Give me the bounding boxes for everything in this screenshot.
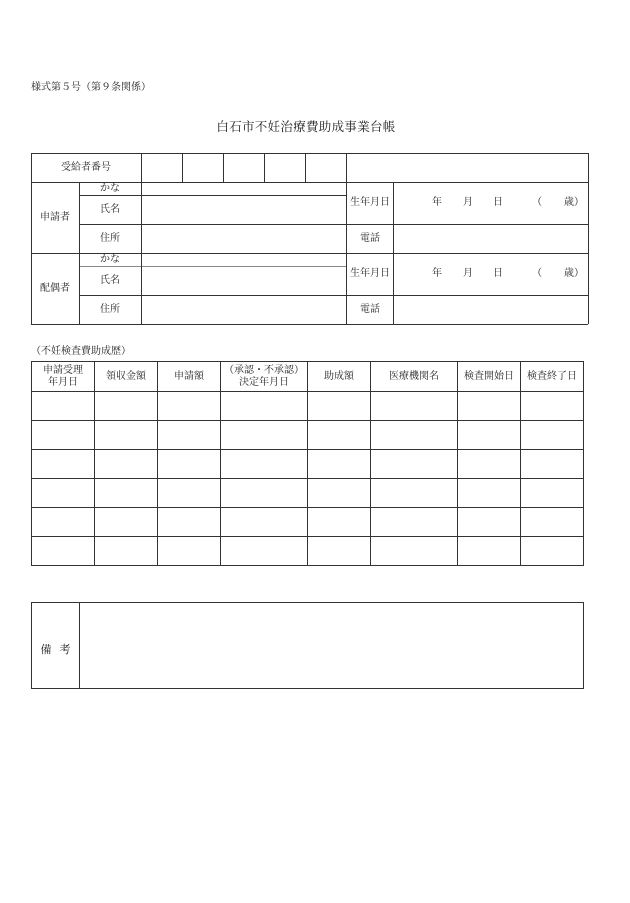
history-header-cell: （承認・不承認） 決定年月日 <box>221 362 308 392</box>
table-cell[interactable] <box>32 508 95 537</box>
applicant-day-unit: 日 <box>493 197 503 208</box>
applicant-month-unit: 月 <box>463 197 473 208</box>
applicant-birthdate-label: 生年月日 <box>350 197 390 208</box>
table-cell[interactable] <box>308 537 371 566</box>
applicant-age-open: （ <box>532 197 542 208</box>
recipient-digit-box[interactable] <box>265 154 305 182</box>
spouse-name-label: 氏名 <box>100 275 120 286</box>
spouse-age-unit: 歳） <box>564 268 584 279</box>
table-cell[interactable] <box>371 537 458 566</box>
table-cell[interactable] <box>458 479 521 508</box>
table-cell[interactable] <box>95 537 158 566</box>
spouse-month-unit: 月 <box>463 268 473 279</box>
table-cell[interactable] <box>521 421 584 450</box>
history-header-cell: 申請受理 年月日 <box>32 362 95 392</box>
table-cell[interactable] <box>521 508 584 537</box>
table-cell[interactable] <box>95 479 158 508</box>
remarks-box <box>31 602 584 689</box>
history-header-cell: 領収金額 <box>95 362 158 392</box>
history-caption: （不妊検査費助成歴） <box>31 346 131 357</box>
spouse-kana-label: かな <box>100 254 120 265</box>
table-cell[interactable] <box>458 450 521 479</box>
form-number: 様式第５号（第９条関係） <box>31 82 151 93</box>
applicant-name-field[interactable] <box>142 196 346 224</box>
table-cell[interactable] <box>221 421 308 450</box>
spouse-birthdate-label: 生年月日 <box>350 268 390 279</box>
table-row <box>32 421 584 450</box>
history-header-cell: 助成額 <box>308 362 371 392</box>
table-cell[interactable] <box>521 392 584 421</box>
table-row <box>32 450 584 479</box>
history-header-row <box>32 362 584 392</box>
applicant-kana-field[interactable] <box>142 183 346 195</box>
spouse-day-unit: 日 <box>493 268 503 279</box>
spouse-name-field[interactable] <box>142 267 346 295</box>
table-cell[interactable] <box>95 421 158 450</box>
table-cell[interactable] <box>95 450 158 479</box>
table-cell[interactable] <box>308 392 371 421</box>
remarks-label: 備考 <box>40 643 79 656</box>
table-row <box>32 508 584 537</box>
applicant-phone-field[interactable] <box>394 225 587 253</box>
table-cell[interactable] <box>308 450 371 479</box>
recipient-digit-box[interactable] <box>142 154 182 182</box>
table-cell[interactable] <box>458 537 521 566</box>
spouse-phone-field[interactable] <box>394 296 587 324</box>
table-row <box>32 537 584 566</box>
applicant-name-label: 氏名 <box>100 204 120 215</box>
table-cell[interactable] <box>158 537 221 566</box>
table-cell[interactable] <box>221 392 308 421</box>
table-cell[interactable] <box>371 421 458 450</box>
history-header-cell: 申請額 <box>158 362 221 392</box>
table-cell[interactable] <box>158 479 221 508</box>
table-cell[interactable] <box>158 421 221 450</box>
spouse-address-label: 住所 <box>100 304 120 315</box>
table-cell[interactable] <box>521 479 584 508</box>
applicant-address-label: 住所 <box>100 233 120 244</box>
table-cell[interactable] <box>32 479 95 508</box>
table-cell[interactable] <box>371 508 458 537</box>
recipient-digit-box[interactable] <box>306 154 346 182</box>
table-cell[interactable] <box>158 508 221 537</box>
spouse-phone-label: 電話 <box>360 304 380 315</box>
applicant-phone-label: 電話 <box>360 233 380 244</box>
applicant-year-unit: 年 <box>432 197 442 208</box>
spouse-year-unit: 年 <box>432 268 442 279</box>
spouse-address-field[interactable] <box>142 296 346 324</box>
table-cell[interactable] <box>371 392 458 421</box>
table-cell[interactable] <box>371 479 458 508</box>
table-cell[interactable] <box>308 479 371 508</box>
recipient-digit-box[interactable] <box>224 154 264 182</box>
table-cell[interactable] <box>95 392 158 421</box>
spouse-age-open: （ <box>532 268 542 279</box>
table-cell[interactable] <box>221 508 308 537</box>
table-cell[interactable] <box>521 450 584 479</box>
history-header-cell: 検査開始日 <box>458 362 521 392</box>
page-title: 白石市不妊治療費助成事業台帳 <box>216 119 396 134</box>
spouse-kana-field[interactable] <box>142 254 346 266</box>
table-cell[interactable] <box>458 421 521 450</box>
table-cell[interactable] <box>32 537 95 566</box>
applicant-label: 申請者 <box>40 212 70 223</box>
history-table <box>31 361 584 566</box>
table-cell[interactable] <box>371 450 458 479</box>
table-cell[interactable] <box>308 421 371 450</box>
history-header-cell: 検査終了日 <box>521 362 584 392</box>
table-cell[interactable] <box>32 450 95 479</box>
remarks-field[interactable] <box>80 603 583 688</box>
recipient-number-label: 受給者番号 <box>61 162 111 173</box>
history-header-cell: 医療機関名 <box>371 362 458 392</box>
table-cell[interactable] <box>158 450 221 479</box>
recipient-digit-box[interactable] <box>183 154 223 182</box>
table-row <box>32 479 584 508</box>
applicant-address-field[interactable] <box>142 225 346 253</box>
table-cell[interactable] <box>221 479 308 508</box>
table-cell[interactable] <box>158 392 221 421</box>
table-cell[interactable] <box>32 421 95 450</box>
table-row <box>32 392 584 421</box>
table-cell[interactable] <box>221 450 308 479</box>
table-cell[interactable] <box>221 537 308 566</box>
applicant-kana-label: かな <box>100 183 120 194</box>
table-cell[interactable] <box>521 537 584 566</box>
applicant-age-unit: 歳） <box>564 197 584 208</box>
table-cell[interactable] <box>308 508 371 537</box>
table-cell[interactable] <box>458 392 521 421</box>
spouse-label: 配偶者 <box>40 283 70 294</box>
table-cell[interactable] <box>32 392 95 421</box>
table-cell[interactable] <box>95 508 158 537</box>
table-cell[interactable] <box>458 508 521 537</box>
